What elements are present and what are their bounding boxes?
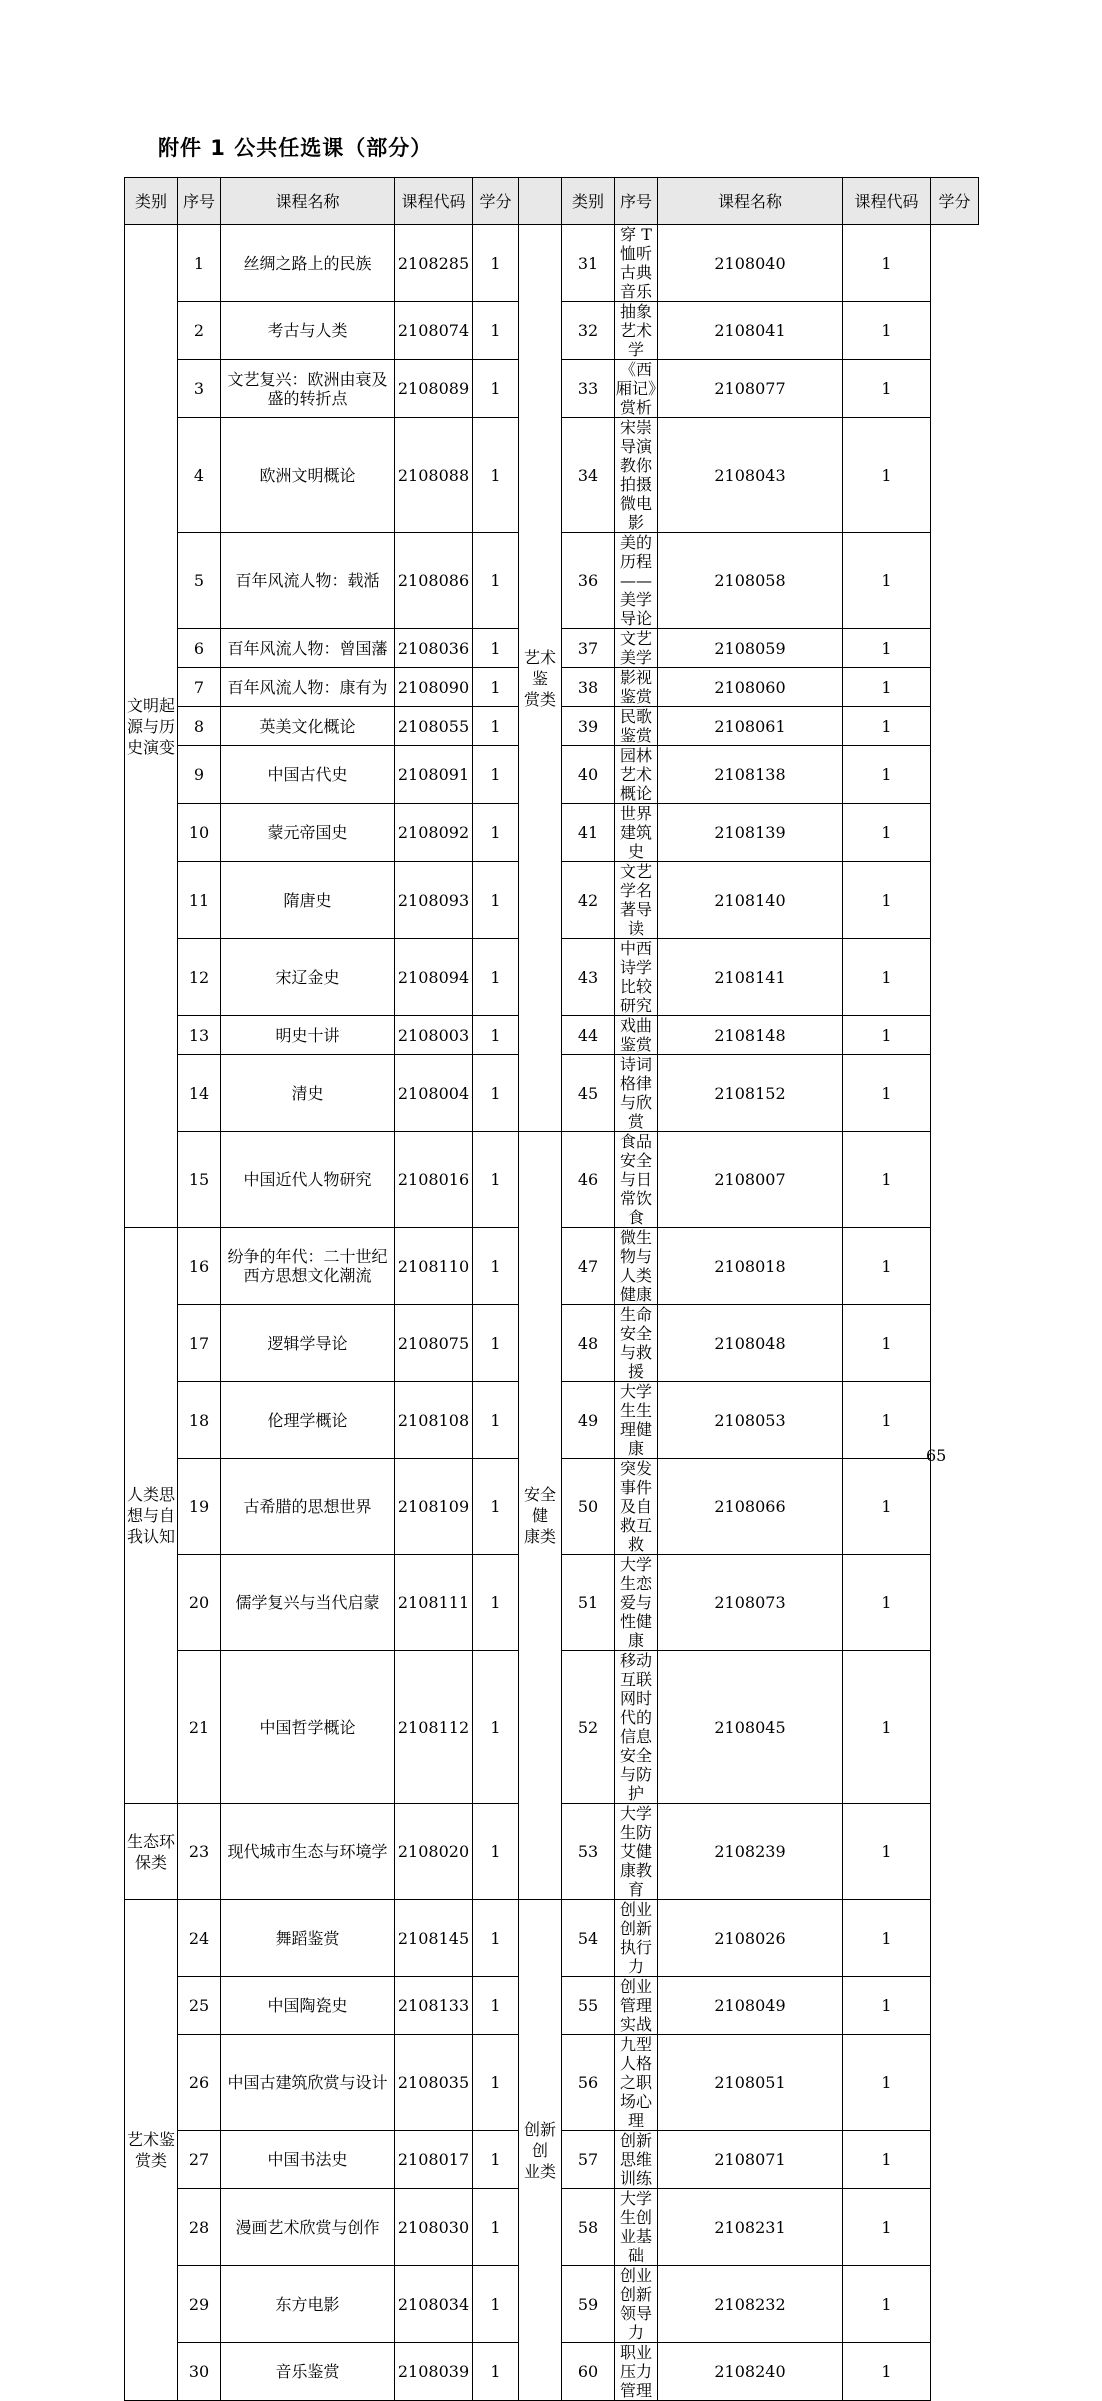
course-name: 《西厢记》赏析 — [615, 360, 656, 417]
course-credit: 1 — [473, 862, 519, 939]
course-name: 食品安全与日常饮食 — [615, 1132, 658, 1228]
course-number: 9 — [178, 746, 221, 804]
course-credit: 1 — [473, 2189, 519, 2266]
course-credit: 1 — [473, 360, 519, 418]
header-course-name: 课程名称 — [658, 178, 843, 225]
course-name: 突发事件及自救互救 — [615, 1459, 658, 1555]
course-credit: 1 — [843, 302, 931, 360]
category-cell — [125, 225, 178, 1228]
course-code: 2108141 — [658, 939, 843, 1016]
course-name: 世界建筑史 — [615, 804, 658, 862]
course-credit: 1 — [473, 1651, 519, 1804]
course-name: 诗词格律与欣赏 — [615, 1055, 658, 1132]
table-body — [125, 225, 979, 2401]
course-code: 2108034 — [395, 2266, 473, 2343]
course-number: 18 — [178, 1382, 221, 1459]
course-number: 60 — [562, 2343, 615, 2401]
course-number: 4 — [178, 418, 221, 533]
course-number: 55 — [562, 1977, 615, 2035]
category-cell — [125, 1900, 178, 2401]
course-code: 2108086 — [395, 533, 473, 629]
course-name: 百年风流人物：曾国藩 — [221, 629, 395, 668]
course-number: 43 — [562, 939, 615, 1016]
header-credit: 学分 — [473, 178, 519, 225]
course-number: 41 — [562, 804, 615, 862]
course-code: 2108231 — [658, 2189, 843, 2266]
category-label-line: 生态环 — [126, 1831, 175, 1851]
course-name: 文艺学名著导读 — [615, 862, 658, 939]
header-category: 类别 — [125, 178, 178, 225]
course-name: 漫画艺术欣赏与创作 — [221, 2189, 395, 2266]
course-code: 2108018 — [658, 1228, 843, 1305]
course-credit: 1 — [843, 804, 931, 862]
course-number: 47 — [562, 1228, 615, 1305]
course-name: 生命安全与救援 — [615, 1305, 658, 1382]
course-number: 5 — [178, 533, 221, 629]
course-number: 14 — [178, 1055, 221, 1132]
course-number: 38 — [562, 668, 615, 707]
course-number: 24 — [178, 1900, 221, 1977]
course-code: 2108073 — [658, 1555, 843, 1651]
course-name: 中西诗学比较研究 — [615, 939, 658, 1016]
course-number: 58 — [562, 2189, 615, 2266]
course-code: 2108148 — [658, 1016, 843, 1055]
category-label-line: 安全健 — [523, 1485, 556, 1525]
course-credit: 1 — [843, 1305, 931, 1382]
course-credit: 1 — [473, 1016, 519, 1055]
course-number: 45 — [562, 1055, 615, 1132]
course-name: 清史 — [221, 1055, 395, 1132]
course-code: 2108092 — [395, 804, 473, 862]
course-code: 2108048 — [658, 1305, 843, 1382]
course-number: 52 — [562, 1651, 615, 1804]
course-credit: 1 — [843, 1016, 931, 1055]
course-credit: 1 — [473, 2266, 519, 2343]
course-code: 2108045 — [658, 1651, 843, 1804]
course-name: 音乐鉴赏 — [221, 2343, 395, 2401]
course-number: 56 — [562, 2035, 615, 2131]
course-number: 46 — [562, 1132, 615, 1228]
course-name: 蒙元帝国史 — [221, 804, 395, 862]
course-credit: 1 — [473, 668, 519, 707]
course-credit: 1 — [473, 1977, 519, 2035]
course-number: 19 — [178, 1459, 221, 1555]
course-name: 中国近代人物研究 — [221, 1132, 395, 1228]
course-credit: 1 — [843, 1651, 931, 1804]
course-credit: 1 — [843, 939, 931, 1016]
header-category: 类别 — [562, 178, 615, 225]
table-row — [125, 1132, 979, 1228]
course-credit: 1 — [473, 1305, 519, 1382]
course-name: 中国书法史 — [221, 2131, 395, 2189]
course-code: 2108036 — [395, 629, 473, 668]
course-code: 2108071 — [658, 2131, 843, 2189]
course-code: 2108074 — [395, 302, 473, 360]
course-name: 九型人格之职场心理 — [615, 2035, 658, 2131]
course-number: 2 — [178, 302, 221, 360]
course-code: 2108059 — [658, 629, 843, 668]
course-credit: 1 — [843, 2343, 931, 2401]
category-cell — [125, 1804, 178, 1900]
course-code: 2108026 — [658, 1900, 843, 1977]
course-name: 宋崇导演教你拍摄微电影 — [615, 418, 658, 533]
course-code: 2108109 — [395, 1459, 473, 1555]
page-number: 65 — [926, 1446, 947, 1465]
course-number: 42 — [562, 862, 615, 939]
course-code: 2108075 — [395, 1305, 473, 1382]
course-name: 东方电影 — [221, 2266, 395, 2343]
course-credit: 1 — [843, 1132, 931, 1228]
course-code: 2108093 — [395, 862, 473, 939]
course-name: 隋唐史 — [221, 862, 395, 939]
header-course-code: 课程代码 — [843, 178, 931, 225]
course-name: 欧洲文明概论 — [221, 418, 395, 533]
course-number: 31 — [562, 225, 615, 302]
course-code: 2108140 — [658, 862, 843, 939]
course-name: 中国古代史 — [221, 746, 395, 804]
course-credit: 1 — [473, 533, 519, 629]
course-name: 职业压力管理 — [615, 2343, 658, 2401]
course-code: 2108240 — [658, 2343, 843, 2401]
course-name: 中国陶瓷史 — [221, 1977, 395, 2035]
course-credit: 1 — [843, 1228, 931, 1305]
course-name: 古希腊的思想世界 — [221, 1459, 395, 1555]
course-name: 明史十讲 — [221, 1016, 395, 1055]
course-credit: 1 — [473, 1132, 519, 1228]
course-credit: 1 — [473, 1055, 519, 1132]
course-credit: 1 — [843, 1459, 931, 1555]
course-number: 40 — [562, 746, 615, 804]
course-code: 2108089 — [395, 360, 473, 418]
category-label-line: 赏类 — [523, 689, 556, 709]
course-credit: 1 — [473, 225, 519, 302]
course-number: 36 — [562, 533, 615, 629]
course-name: 舞蹈鉴赏 — [221, 1900, 395, 1977]
course-name: 文艺美学 — [615, 629, 658, 668]
table-divider — [519, 178, 562, 225]
course-code: 2108053 — [658, 1382, 843, 1459]
course-number: 50 — [562, 1459, 615, 1555]
category-label-line: 创新创 — [523, 2119, 556, 2160]
course-credit: 1 — [843, 1555, 931, 1651]
course-code: 2108077 — [658, 360, 843, 418]
course-name: 大学生创业基础 — [615, 2189, 658, 2266]
course-code: 2108035 — [395, 2035, 473, 2131]
course-code: 2108090 — [395, 668, 473, 707]
course-name: 微生物与人类健康 — [615, 1228, 658, 1305]
course-credit: 1 — [473, 2343, 519, 2401]
course-number: 23 — [178, 1804, 221, 1900]
course-code: 2108145 — [395, 1900, 473, 1977]
course-credit: 1 — [843, 360, 931, 418]
course-code: 2108060 — [658, 668, 843, 707]
page-title: 附件 1 公共任选课（部分） — [158, 136, 433, 160]
course-code: 2108039 — [395, 2343, 473, 2401]
course-number: 3 — [178, 360, 221, 418]
table-row — [125, 225, 979, 302]
course-name: 百年风流人物：载湉 — [221, 533, 395, 629]
header-credit: 学分 — [931, 178, 979, 225]
course-number: 32 — [562, 302, 615, 360]
course-name: 大学生恋爱与性健康 — [615, 1555, 658, 1651]
course-name: 考古与人类 — [221, 302, 395, 360]
course-code: 2108091 — [395, 746, 473, 804]
course-name: 中国哲学概论 — [221, 1651, 395, 1804]
course-number: 34 — [562, 418, 615, 533]
course-code: 2108111 — [395, 1555, 473, 1651]
course-number: 53 — [562, 1804, 615, 1900]
course-name: 大学生生理健康 — [615, 1382, 658, 1459]
course-credit: 1 — [473, 1804, 519, 1900]
course-credit: 1 — [843, 629, 931, 668]
course-number: 20 — [178, 1555, 221, 1651]
course-number: 33 — [562, 360, 615, 418]
table-row — [125, 1900, 979, 1977]
course-code: 2108133 — [395, 1977, 473, 2035]
course-credit: 1 — [843, 1382, 931, 1459]
course-name: 英美文化概论 — [221, 707, 395, 746]
course-number: 17 — [178, 1305, 221, 1382]
course-credit: 1 — [473, 1382, 519, 1459]
category-cell — [125, 1228, 178, 1804]
course-name: 儒学复兴与当代启蒙 — [221, 1555, 395, 1651]
course-code: 2108285 — [395, 225, 473, 302]
course-credit: 1 — [843, 2035, 931, 2131]
category-label-line: 人类思 — [126, 1485, 175, 1504]
course-number: 29 — [178, 2266, 221, 2343]
course-code: 2108030 — [395, 2189, 473, 2266]
course-code: 2108017 — [395, 2131, 473, 2189]
course-credit: 1 — [843, 2266, 931, 2343]
course-name: 园林艺术概论 — [615, 746, 658, 804]
course-credit: 1 — [473, 2131, 519, 2189]
course-code: 2108004 — [395, 1055, 473, 1132]
course-credit: 1 — [843, 707, 931, 746]
course-name: 现代城市生态与环境学 — [221, 1804, 395, 1900]
course-code: 2108139 — [658, 804, 843, 862]
course-credit: 1 — [843, 2131, 931, 2189]
course-number: 16 — [178, 1228, 221, 1305]
course-credit: 1 — [473, 707, 519, 746]
course-credit: 1 — [473, 746, 519, 804]
course-credit: 1 — [843, 1804, 931, 1900]
course-number: 1 — [178, 225, 221, 302]
course-name: 民歌鉴赏 — [615, 707, 658, 746]
course-number: 49 — [562, 1382, 615, 1459]
course-credit: 1 — [843, 533, 931, 629]
course-number: 8 — [178, 707, 221, 746]
course-credit: 1 — [473, 629, 519, 668]
course-number: 27 — [178, 2131, 221, 2189]
course-number: 54 — [562, 1900, 615, 1977]
category-label-line: 业类 — [523, 2161, 556, 2181]
course-number: 10 — [178, 804, 221, 862]
course-name: 百年风流人物：康有为 — [221, 668, 395, 707]
course-number: 44 — [562, 1016, 615, 1055]
category-label-line: 赏类 — [134, 2151, 167, 2170]
category-label-line: 艺术鉴 — [523, 647, 556, 688]
category-cell — [519, 225, 562, 1132]
course-name: 创业创新执行力 — [615, 1900, 658, 1977]
course-number: 12 — [178, 939, 221, 1016]
course-number: 28 — [178, 2189, 221, 2266]
course-code: 2108051 — [658, 2035, 843, 2131]
course-code: 2108066 — [658, 1459, 843, 1555]
course-credit: 1 — [473, 418, 519, 533]
course-name: 文艺复兴：欧洲由衰及盛的转折点 — [221, 360, 395, 418]
course-code: 2108040 — [658, 225, 843, 302]
course-number: 25 — [178, 1977, 221, 2035]
course-code: 2108041 — [658, 302, 843, 360]
course-number: 11 — [178, 862, 221, 939]
course-credit: 1 — [843, 1977, 931, 2035]
course-name: 纷争的年代：二十世纪西方思想文化潮流 — [221, 1228, 395, 1305]
course-credit: 1 — [843, 2189, 931, 2266]
course-credit: 1 — [473, 302, 519, 360]
course-code: 2108094 — [395, 939, 473, 1016]
course-code: 2108110 — [395, 1228, 473, 1305]
course-credit: 1 — [473, 1228, 519, 1305]
course-credit: 1 — [843, 862, 931, 939]
category-cell — [519, 1900, 562, 2401]
course-number: 48 — [562, 1305, 615, 1382]
category-label-line: 我认知 — [126, 1527, 175, 1546]
course-credit: 1 — [473, 1555, 519, 1651]
category-label-line: 源与历 — [126, 716, 175, 736]
course-name: 创新思维训练 — [615, 2131, 658, 2189]
header-number: 序号 — [615, 178, 658, 225]
course-code: 2108055 — [395, 707, 473, 746]
header-number: 序号 — [178, 178, 221, 225]
category-cell — [519, 1132, 562, 1900]
course-credit: 1 — [473, 2035, 519, 2131]
course-code: 2108152 — [658, 1055, 843, 1132]
course-credit: 1 — [473, 939, 519, 1016]
course-name: 抽象艺术学 — [615, 302, 658, 360]
category-label-line: 保类 — [134, 1852, 167, 1872]
course-code: 2108003 — [395, 1016, 473, 1055]
course-number: 59 — [562, 2266, 615, 2343]
course-code: 2108138 — [658, 746, 843, 804]
course-credit: 1 — [843, 668, 931, 707]
course-code: 2108061 — [658, 707, 843, 746]
header-course-code: 课程代码 — [395, 178, 473, 225]
course-code: 2108112 — [395, 1651, 473, 1804]
course-name: 穿 T 恤听古典音乐 — [615, 225, 658, 302]
course-table — [124, 177, 979, 2401]
header-course-name: 课程名称 — [221, 178, 395, 225]
course-credit: 1 — [843, 746, 931, 804]
course-name: 伦理学概论 — [221, 1382, 395, 1459]
course-name: 影视鉴赏 — [615, 668, 658, 707]
course-code: 2108016 — [395, 1132, 473, 1228]
course-code: 2108043 — [658, 418, 843, 533]
course-code: 2108108 — [395, 1382, 473, 1459]
course-number: 6 — [178, 629, 221, 668]
course-number: 30 — [178, 2343, 221, 2401]
course-number: 15 — [178, 1132, 221, 1228]
course-name: 丝绸之路上的民族 — [221, 225, 395, 302]
category-label-line: 文明起 — [126, 695, 175, 715]
category-label-line: 康类 — [523, 1527, 556, 1546]
course-credit: 1 — [473, 1900, 519, 1977]
course-name: 美的历程——美学导论 — [615, 533, 658, 629]
course-name: 移动互联网时代的信息安全与防护 — [615, 1651, 658, 1804]
course-number: 21 — [178, 1651, 221, 1804]
course-code: 2108007 — [658, 1132, 843, 1228]
course-number: 13 — [178, 1016, 221, 1055]
course-name: 创业管理实战 — [615, 1977, 658, 2035]
course-name: 宋辽金史 — [221, 939, 395, 1016]
course-number: 39 — [562, 707, 615, 746]
course-code: 2108049 — [658, 1977, 843, 2035]
course-number: 7 — [178, 668, 221, 707]
course-number: 57 — [562, 2131, 615, 2189]
course-name: 戏曲鉴赏 — [615, 1016, 658, 1055]
course-code: 2108239 — [658, 1804, 843, 1900]
course-number: 37 — [562, 629, 615, 668]
course-credit: 1 — [473, 1459, 519, 1555]
course-credit: 1 — [843, 225, 931, 302]
course-credit: 1 — [843, 1055, 931, 1132]
category-label-line: 艺术鉴 — [126, 2130, 175, 2149]
course-credit: 1 — [473, 804, 519, 862]
course-number: 51 — [562, 1555, 615, 1651]
course-code: 2108232 — [658, 2266, 843, 2343]
course-name: 逻辑学导论 — [221, 1305, 395, 1382]
course-name: 创业创新领导力 — [615, 2266, 658, 2343]
course-number: 26 — [178, 2035, 221, 2131]
course-credit: 1 — [843, 418, 931, 533]
course-name: 中国古建筑欣赏与设计 — [221, 2035, 395, 2131]
header-row — [125, 178, 979, 225]
course-code: 2108020 — [395, 1804, 473, 1900]
course-name: 大学生防艾健康教育 — [615, 1804, 658, 1900]
course-code: 2108058 — [658, 533, 843, 629]
category-label-line: 想与自 — [126, 1506, 175, 1525]
category-label-line: 史演变 — [126, 737, 175, 757]
course-code: 2108088 — [395, 418, 473, 533]
course-credit: 1 — [843, 1900, 931, 1977]
